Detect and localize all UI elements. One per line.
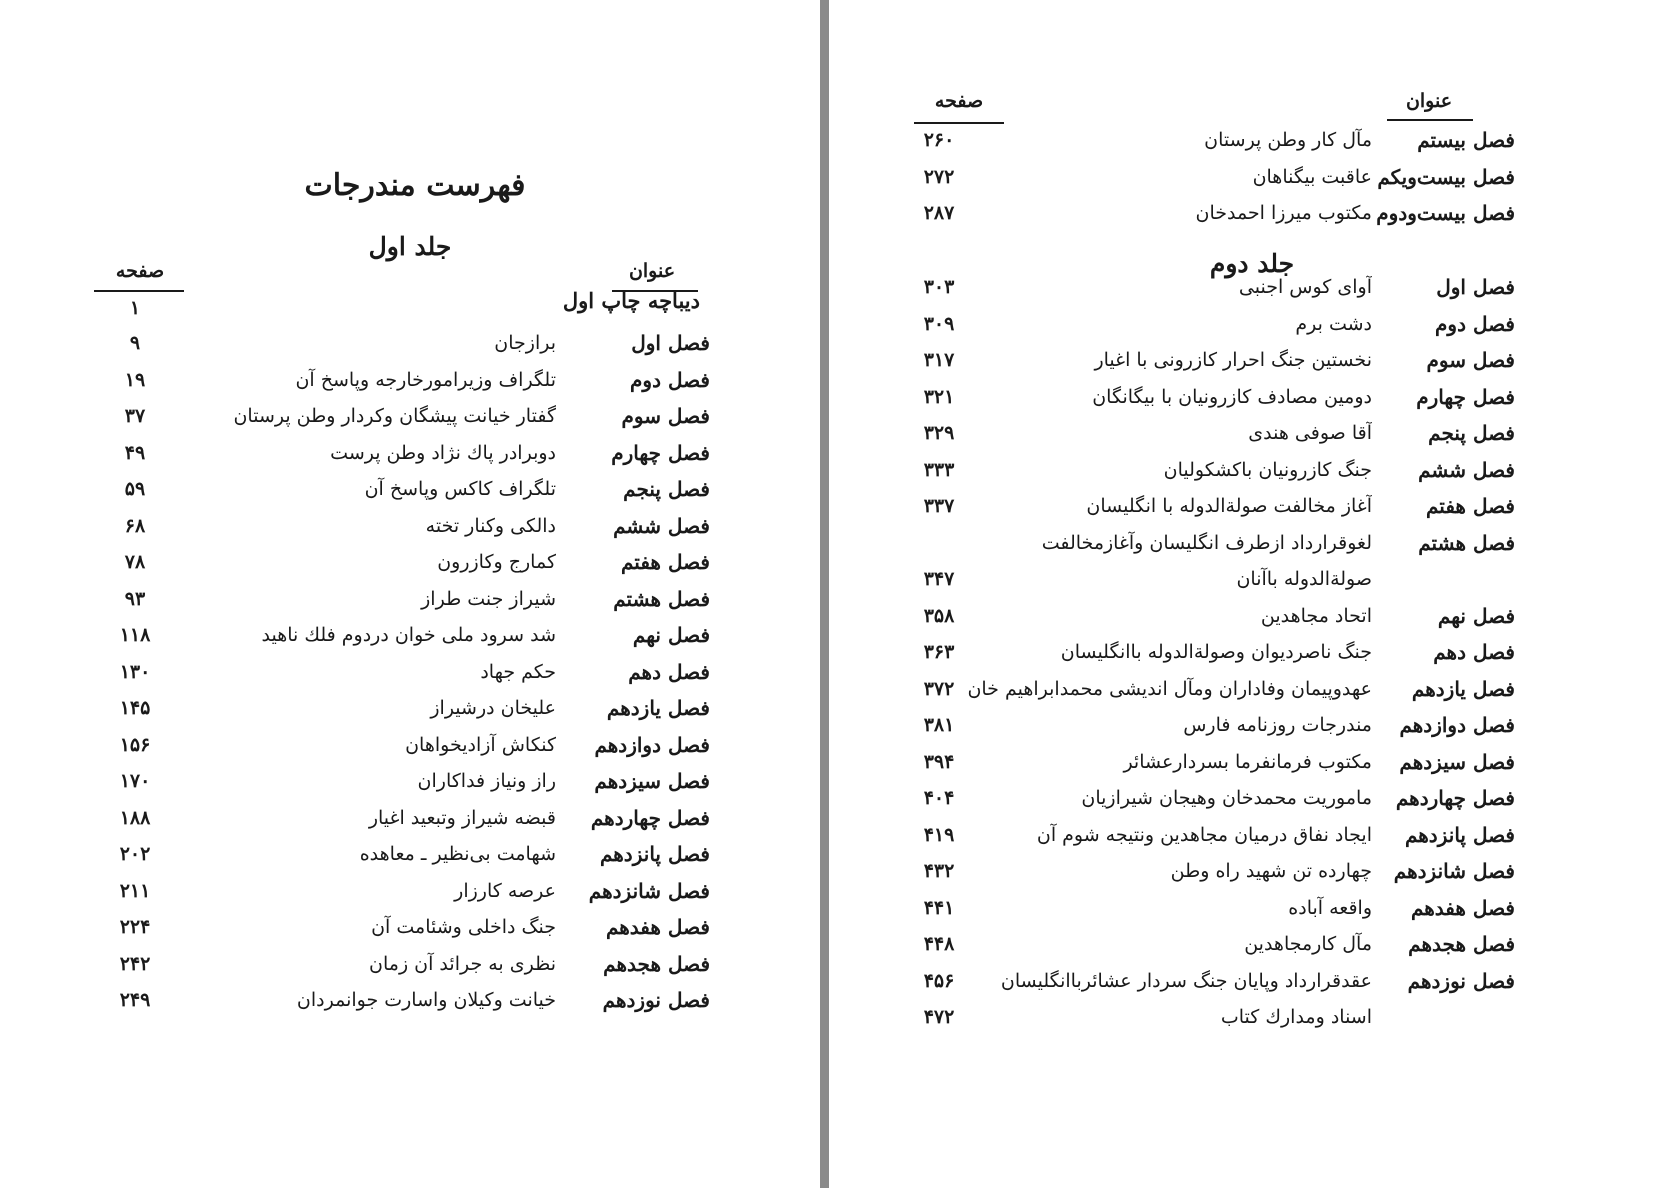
page-number: ۳۸۱ [923, 714, 955, 736]
chapter-label: فصل هفتم [620, 550, 710, 574]
chapter-label: فصل چهارم [611, 440, 710, 465]
header-underline [1387, 119, 1473, 121]
chapter-label: فصل دوازدهم [1399, 713, 1515, 737]
chapter-label: فصل پانزدهم [1404, 822, 1515, 847]
page-number: ۲۷۲ [923, 165, 955, 188]
toc-row [829, 525, 1657, 561]
toc-row [0, 325, 820, 361]
chapter-label: فصل هفدهم [605, 915, 710, 939]
toc-row [0, 362, 820, 398]
toc-row [0, 836, 820, 872]
toc-row [829, 817, 1657, 853]
page-number: ۳۳۳ [923, 458, 955, 481]
chapter-label: فصل چهاردهم [590, 805, 710, 830]
chapter-label: فصل بیست‌ودوم [1376, 201, 1515, 225]
chapter-label: فصل سوم [621, 404, 710, 428]
toc-row [829, 634, 1657, 670]
chapter-title: ماموریت محمدخان وهیجان شیرازیان [1081, 787, 1372, 809]
toc-row [0, 946, 820, 982]
chapter-title: راز ونیاز فداکاران [417, 770, 556, 792]
page-number: ۳۲۹ [923, 422, 955, 444]
chapter-title: مکتوب فرمانفرما بسردارعشائر [1123, 750, 1372, 773]
chapter-label: فصل اول [631, 331, 710, 355]
toc-row [829, 306, 1657, 342]
chapter-label: فصل پانزدهم [599, 842, 710, 866]
page-number: ۲۴۹ [119, 989, 151, 1011]
chapter-title: نظری به جرائد آن زمان [369, 952, 556, 975]
chapter-title: اسناد ومدارك کتاب [1220, 1006, 1372, 1028]
page-number: ۳۳۷ [923, 495, 955, 517]
toc-row [829, 707, 1657, 743]
page-number: ۴۴۸ [923, 933, 955, 955]
page-number: ۴۰۴ [923, 787, 955, 809]
chapter-label: فصل سوم [1426, 348, 1515, 372]
toc-row [829, 744, 1657, 780]
page-number: ۹ [129, 332, 141, 354]
chapter-title: ایجاد نفاق درمیان مجاهدین ونتیجه شوم آن [1036, 823, 1372, 846]
chapter-label: فصل نهم [632, 623, 710, 647]
chapter-label: فصل ششم [1418, 457, 1515, 482]
toc-row [0, 398, 820, 434]
chapter-label: فصل شانزدهم [588, 878, 710, 903]
chapter-title: تلگراف کاکس وپاسخ آن [364, 478, 556, 500]
page-number: ۱۴۵ [119, 697, 151, 719]
toc-row [829, 999, 1657, 1035]
chapter-title: شد سرود ملی خوان دردوم فلك ناهید [261, 624, 556, 646]
chapter-title: مآل کارمجاهدین [1244, 933, 1372, 955]
toc-row [829, 598, 1657, 634]
toc-row [0, 982, 820, 1018]
toc-row [0, 508, 820, 544]
chapter-label: فصل دهم [628, 659, 710, 684]
page-number: ۴۴۱ [923, 896, 955, 919]
chapter-title: علیخان درشیراز [430, 697, 556, 719]
toc-row [829, 379, 1657, 415]
page-number: ۳۹۴ [923, 750, 955, 773]
chapter-title: شیراز جنت طراز [421, 587, 556, 610]
toc-row [829, 342, 1657, 378]
chapter-label: فصل پنجم [1428, 421, 1515, 445]
chapter-title: عاقبت بیگناهان [1252, 165, 1372, 188]
toc-row [0, 581, 820, 617]
volume-title: جلد اول [368, 232, 452, 261]
chapter-label: فصل اول [1436, 275, 1515, 299]
chapter-title: جنگ ناصردیوان وصولة‌الدوله باانگلیسان [1060, 641, 1372, 663]
chapter-title: حکم جهاد [480, 660, 556, 683]
chapter-title: آغاز مخالفت صولة‌الدوله با انگلیسان [1086, 495, 1372, 517]
column-header-page: صفحه [115, 260, 165, 282]
page-number: ۴۵۶ [923, 969, 955, 992]
chapter-title: دالکی وکنار تخته [425, 514, 556, 537]
page-number: ۱۳۰ [119, 660, 151, 683]
chapter-title: لغوقرارداد ازطرف انگلیسان وآغازمخالفت [1041, 531, 1372, 554]
toc-row [829, 890, 1657, 926]
chapter-label: فصل پنجم [623, 477, 710, 501]
chapter-title: جنگ داخلی وشئامت آن [371, 916, 556, 938]
chapter-title: برازجان [494, 332, 556, 354]
book-gutter [820, 0, 829, 1188]
chapter-title: جنگ کازرونیان باکشکولیان [1163, 458, 1372, 481]
chapter-label: فصل نوزدهم [1407, 968, 1515, 993]
chapter-title: عرصه کارزار [454, 879, 556, 902]
page-number: ۳۲۱ [923, 385, 955, 408]
chapter-label: فصل چهارم [1416, 384, 1515, 409]
chapter-title: مکتوب میرزا احمدخان [1195, 202, 1372, 224]
chapter-label: فصل هفدهم [1410, 895, 1515, 920]
page-number: ۳۰۹ [923, 312, 955, 335]
toc-row [0, 435, 820, 471]
page-number: ۷۸ [124, 551, 146, 573]
toc-row [829, 780, 1657, 816]
toc-row [829, 926, 1657, 962]
page-number: ۲۸۷ [923, 202, 955, 224]
page-number: ۳۷۲ [923, 677, 955, 700]
chapter-label: فصل نهم [1437, 603, 1515, 628]
column-header-title: عنوان [1405, 90, 1453, 112]
page-number: ۳۰۳ [923, 276, 955, 298]
page-number: ۱۷۰ [119, 770, 151, 792]
volume-title: جلد دوم [1209, 249, 1295, 278]
column-header-title: عنوان [628, 260, 676, 282]
chapter-label: فصل هشتم [1418, 530, 1515, 555]
chapter-label: فصل نوزدهم [602, 988, 710, 1012]
toc-row [0, 909, 820, 945]
chapter-label: فصل چهاردهم [1395, 786, 1515, 810]
page-number: ۴۳۲ [923, 860, 955, 882]
chapter-label: فصل دوازدهم [594, 732, 710, 757]
toc-row [0, 544, 820, 580]
chapter-title: واقعه آباده [1288, 896, 1372, 919]
preface-label: دیباچه چاپ اول [562, 288, 700, 313]
page-number: ۳۵۸ [923, 604, 955, 627]
chapter-title: شهامت بی‌نظیر ـ معاهده [359, 843, 556, 865]
toc-row [829, 488, 1657, 524]
chapter-title: اتحاد مجاهدین [1260, 604, 1372, 627]
page-number: ۴۱۹ [923, 823, 955, 846]
page-number: ۱۹ [124, 368, 146, 391]
chapter-label: فصل دوم [1435, 311, 1515, 336]
page-number: ۲۱۱ [119, 879, 151, 902]
chapter-label: فصل بیست‌ویکم [1377, 164, 1515, 189]
chapter-label: فصل هجدهم [603, 951, 710, 976]
chapter-title: عهدوپیمان وفاداران ومآل اندیشی محمدابراهیم خان [967, 677, 1372, 700]
chapter-title: قبضه شیراز وتبعید اغیار [368, 806, 556, 829]
chapter-label: فصل ششم [613, 513, 710, 538]
chapter-title: آقا صوفی هندی [1248, 422, 1372, 444]
toc-row [829, 963, 1657, 999]
page-number: ۴۹ [124, 441, 146, 464]
chapter-title: مندرجات روزنامه فارس [1183, 714, 1372, 736]
toc-row [0, 763, 820, 799]
page-title: فهرست مندرجات [304, 168, 526, 203]
page-number: ۵۹ [124, 478, 146, 500]
toc-row [829, 195, 1657, 231]
chapter-label: فصل هجدهم [1408, 932, 1515, 956]
page-number: ۱ [129, 297, 141, 319]
page-number: ۶۸ [124, 514, 146, 537]
chapter-label: فصل شانزدهم [1393, 859, 1515, 883]
chapter-title: آوای کوس اجنبی [1238, 276, 1372, 298]
toc-row [829, 671, 1657, 707]
toc-row [829, 561, 1657, 597]
toc-row [829, 853, 1657, 889]
toc-row [829, 415, 1657, 451]
chapter-title: مآل کار وطن پرستان [1204, 129, 1372, 151]
page-number: ۹۳ [124, 587, 146, 610]
chapter-label: فصل بیستم [1417, 128, 1515, 152]
chapter-title: کمارج وکازرون [437, 551, 556, 573]
chapter-title: چهارده تن شهید راه وطن [1170, 860, 1372, 882]
chapter-title: کنکاش آزادیخواهان [405, 733, 556, 756]
toc-row [0, 873, 820, 909]
chapter-title: خیانت وکیلان واسارت جوانمردان [296, 989, 556, 1011]
page-number: ۳۶۳ [923, 641, 955, 663]
page-number: ۳۴۷ [923, 568, 955, 590]
page-number: ۳۱۷ [923, 349, 955, 371]
toc-row [829, 452, 1657, 488]
chapter-title: عقدقرارداد وپایان جنگ سردار عشائرباانگلیسان [1000, 969, 1372, 992]
chapter-label: فصل یازدهم [1411, 676, 1515, 701]
column-header-page: صفحه [934, 90, 984, 112]
toc-row [0, 654, 820, 690]
toc-row [829, 269, 1657, 305]
chapter-title: دومین مصادف کازرونیان با بیگانگان [1092, 385, 1372, 408]
page-number: ۱۱۸ [119, 624, 151, 646]
chapter-title: صولة‌الدوله باآنان [1236, 568, 1372, 590]
chapter-label: فصل سیزدهم [594, 769, 710, 793]
toc-row [0, 471, 820, 507]
chapter-label: فصل یازدهم [606, 696, 710, 720]
page-number: ۲۴۲ [119, 952, 151, 975]
chapter-title: دشت برم [1295, 312, 1372, 335]
right-page [829, 0, 1657, 1188]
preface-row [0, 290, 820, 326]
toc-row [0, 617, 820, 653]
page-number: ۳۷ [124, 405, 146, 427]
chapter-title: گفتار خیانت پیشگان وکردار وطن پرستان [233, 405, 556, 427]
chapter-title: دوبرادر پاك نژاد وطن پرست [330, 441, 556, 464]
chapter-title: تلگراف وزیرامورخارجه وپاسخ آن [295, 368, 556, 391]
left-page [0, 0, 820, 1188]
chapter-label: فصل دوم [630, 367, 710, 392]
page-number: ۱۸۸ [119, 806, 151, 829]
page-number: ۲۲۴ [119, 916, 151, 938]
page-number: ۲۰۲ [119, 843, 151, 865]
page-number: ۱۵۶ [119, 733, 151, 756]
toc-row [0, 690, 820, 726]
chapter-label: فصل هفتم [1425, 494, 1515, 518]
page-number: ۲۶۰ [923, 129, 955, 151]
toc-row [0, 727, 820, 763]
chapter-label: فصل دهم [1433, 640, 1515, 664]
toc-row [0, 800, 820, 836]
chapter-title: نخستین جنگ احرار کازرونی با اغیار [1094, 349, 1372, 371]
toc-row [829, 159, 1657, 195]
toc-row [829, 122, 1657, 158]
chapter-label: فصل هشتم [613, 586, 710, 611]
page-number: ۴۷۲ [923, 1006, 955, 1028]
chapter-label: فصل سیزدهم [1399, 749, 1515, 774]
